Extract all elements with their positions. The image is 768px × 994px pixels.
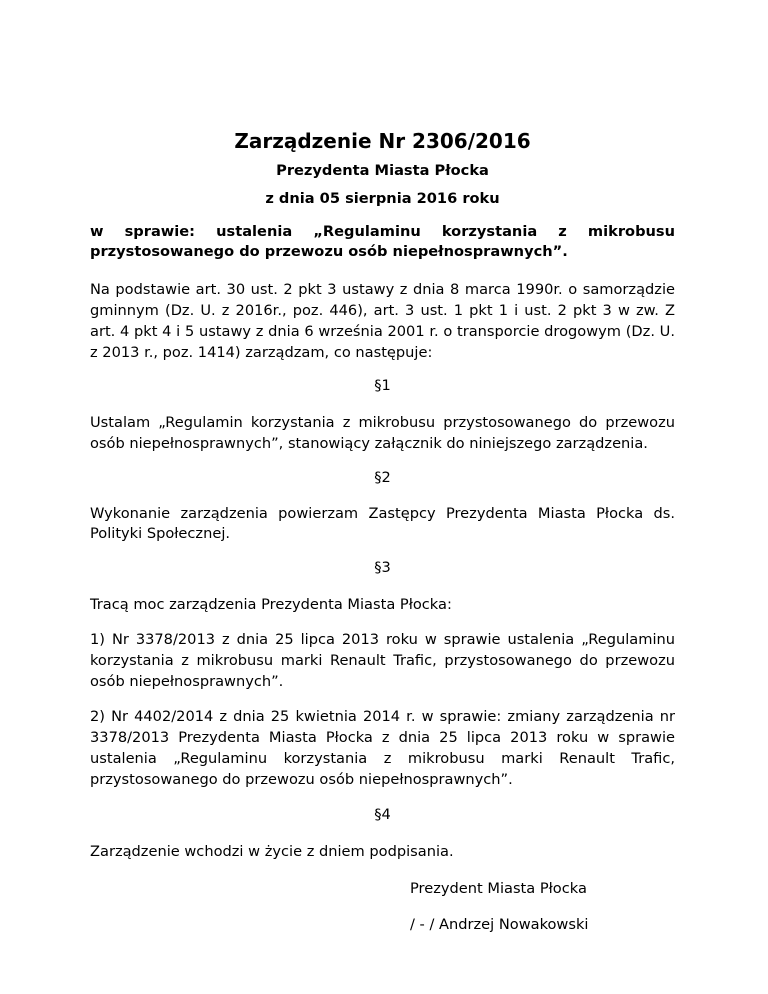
section-4-paragraph: Zarządzenie wchodzi w życie z dniem podpisania.: [90, 843, 454, 860]
signature-name: / - / Andrzej Nowakowski: [410, 916, 589, 933]
section-2-paragraph: Wykonanie zarządzenia powierzam Zastępcy Prezydenta Miasta Płocka ds. Polityki Społecznej.: [90, 505, 675, 542]
section-3-item-1: 1) Nr 3378/2013 z dnia 25 lipca 2013 roku w sprawie ustalenia „Regulaminu korzystania z mikrobusu marki Renault Trafic, przystosowanego do przewozu osób niepełnosprawnych”.: [90, 631, 675, 690]
section-1-paragraph: Ustalam „Regulamin korzystania z mikrobusu przystosowanego do przewozu osób niepełnosprawnych”, stanowiący załącznik do niniejszego zarządzenia.: [90, 414, 675, 452]
document-subject: [90, 222, 675, 262]
subject-line-1: w sprawie: ustalenia „Regulaminu korzystania z mikrobusu: [90, 223, 675, 240]
document-date: z dnia 05 sierpnia 2016 roku: [265, 190, 500, 207]
preamble: Na podstawie art. 30 ust. 2 pkt 3 ustawy z dnia 8 marca 1990r. o samorządzie gminnym (Dz. U. z 2016r., poz. 446), art. 3 ust. 1 pkt 1 i ust. 2 pkt 3 w zw. Z art. 4 pkt 4 i 5 ustawy z dnia 6 września 2001 r. o transporcie drogowym (Dz. U. z 2013 r., poz. 1414) zarządzam, co następuje:: [90, 281, 675, 361]
subject-line-2: przystosowanego do przewozu osób niepełnosprawnych”.: [90, 243, 568, 260]
document-content: [90, 127, 675, 935]
document-title: Zarządzenie Nr 2306/2016: [234, 129, 531, 153]
section-mark-4: §4: [374, 806, 391, 823]
signature-title: Prezydent Miasta Płocka: [410, 880, 587, 897]
section-3-intro: Tracą moc zarządzenia Prezydenta Miasta Płocka:: [90, 596, 452, 613]
document-issuer: Prezydenta Miasta Płocka: [276, 162, 489, 179]
section-mark-3: §3: [374, 559, 391, 576]
section-mark-2: §2: [374, 469, 391, 486]
section-3-item-2: 2) Nr 4402/2014 z dnia 25 kwietnia 2014 r. w sprawie: zmiany zarządzenia nr 3378/2013 Prezydenta Miasta Płocka z dnia 25 lipca 2013 roku w sprawie ustalenia „Regulaminu korzystania z mikrobusu marki Renault Trafic, przystosowanego do przewozu osób niepełnosprawnych”.: [90, 708, 675, 788]
section-mark-1: §1: [374, 377, 391, 394]
